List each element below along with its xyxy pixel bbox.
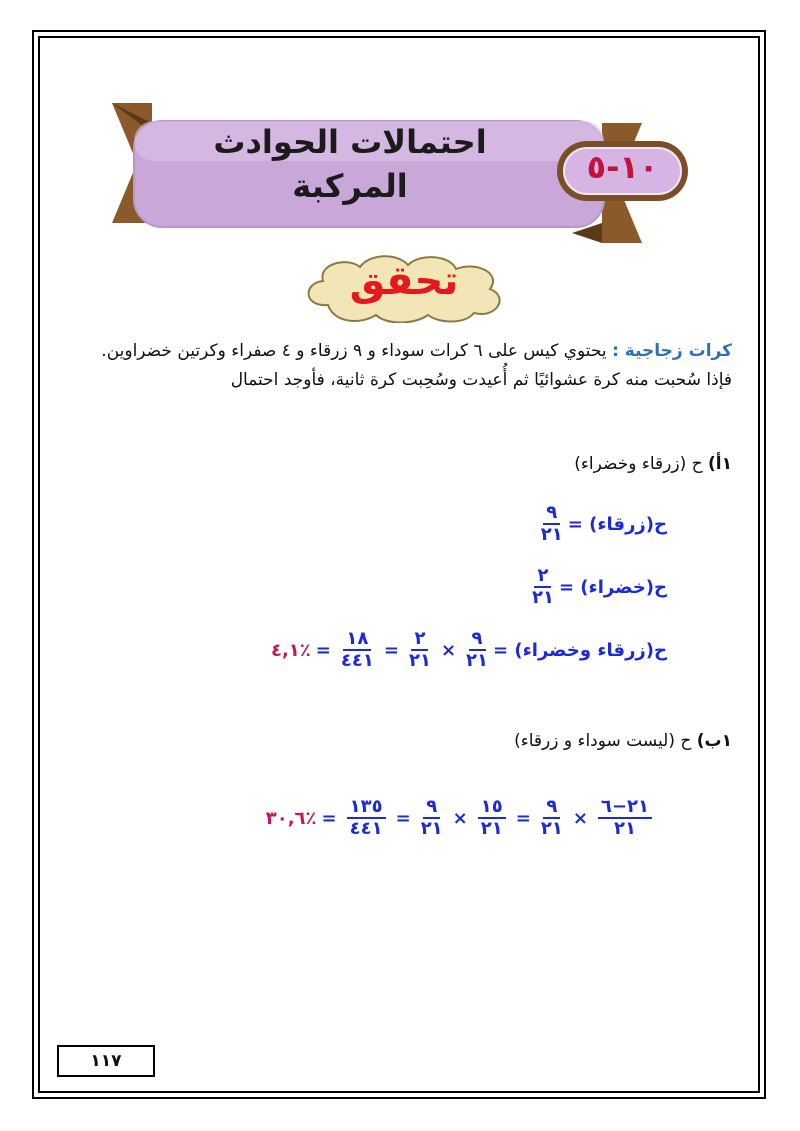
equals-sign: = — [383, 639, 399, 661]
check-label: تحقق — [349, 258, 459, 304]
fraction-numerator: ٩ — [423, 797, 440, 819]
eq-product-lhs: ح(زرقاء وخضراء) = — [493, 639, 667, 661]
lesson-title-line2: المركبة — [292, 167, 408, 205]
fraction-numerator: ٩ — [543, 503, 560, 525]
fraction — [478, 797, 506, 839]
fraction — [409, 629, 431, 671]
times-sign: × — [440, 639, 457, 661]
times-sign: × — [452, 807, 468, 829]
part-a-label: ١أ) — [708, 454, 732, 474]
fraction-denominator: ٢١ — [480, 818, 503, 839]
fraction — [341, 629, 374, 671]
part-b-question — [400, 731, 732, 751]
fraction-numerator: ٩ — [543, 797, 560, 819]
eq-p-green-lhs: ح(خضراء) = — [558, 576, 667, 598]
fraction — [466, 629, 488, 671]
fraction-denominator: ٢١ — [408, 650, 431, 671]
fraction-numerator: ١٣٥ — [347, 797, 386, 819]
part-b-label: ١ب) — [696, 731, 732, 751]
part-a-expression: ح (زرقاء وخضراء) — [574, 454, 703, 474]
fraction-denominator: ٢١ — [420, 818, 443, 839]
eq-p-blue — [536, 503, 667, 545]
eq-p-green — [527, 566, 667, 608]
fraction-denominator: ٢١ — [613, 818, 636, 839]
percent-result: ٪٤,١ — [270, 639, 311, 661]
lesson-title — [140, 120, 560, 208]
fraction-denominator: ٤٤١ — [349, 818, 383, 839]
fraction-numerator: ٩ — [469, 629, 486, 651]
percent-result: ٪٣٠,٦ — [265, 807, 317, 829]
fraction — [421, 797, 443, 839]
fraction-numerator: ٢ — [411, 629, 428, 651]
equals-sign: = — [315, 639, 331, 661]
part-b-expression: ح (ليست سوداء و زرقاء) — [514, 731, 692, 751]
fraction — [541, 503, 563, 545]
fraction — [541, 797, 563, 839]
eq-p-blue-lhs: ح(زرقاء) = — [567, 513, 667, 535]
fraction-numerator: ٢١−٦ — [598, 797, 652, 819]
problem-label: كرات زجاجية : — [612, 341, 732, 361]
times-sign: × — [572, 807, 588, 829]
fraction — [347, 797, 386, 839]
fraction-numerator: ١٨ — [343, 629, 371, 651]
eq-not-black-and-blue — [266, 797, 657, 839]
lesson-number: ١٠-٥ — [586, 148, 659, 186]
fraction-denominator: ٢١ — [540, 524, 563, 545]
fraction-denominator: ٢١ — [531, 587, 554, 608]
page-number: ١١٧ — [57, 1045, 155, 1077]
equals-sign: = — [395, 807, 411, 829]
part-a-question — [400, 454, 732, 474]
problem-text: يحتوي كيس على ٦ كرات سوداء و ٩ زرقاء و ٤ صفراء وكرتين خضراوين. فإذا سُحبت منه كرة عشوائيًا ثم أُعيدت وسُحِبت كرة ثانية، فأوجد احتمال — [101, 341, 732, 390]
fraction-numerator: ٢ — [534, 566, 551, 588]
equals-sign: = — [321, 807, 337, 829]
problem-statement — [90, 337, 732, 395]
eq-p-blue-and-green — [271, 629, 667, 671]
fraction-numerator: ١٥ — [478, 797, 506, 819]
fraction-denominator: ٢١ — [466, 650, 489, 671]
fraction-denominator: ٤٤١ — [340, 650, 374, 671]
fraction-denominator: ٢١ — [540, 818, 563, 839]
fraction — [532, 566, 554, 608]
fraction — [598, 797, 652, 839]
equals-sign: = — [515, 807, 531, 829]
lesson-title-line1: احتمالات الحوادث — [213, 123, 487, 161]
